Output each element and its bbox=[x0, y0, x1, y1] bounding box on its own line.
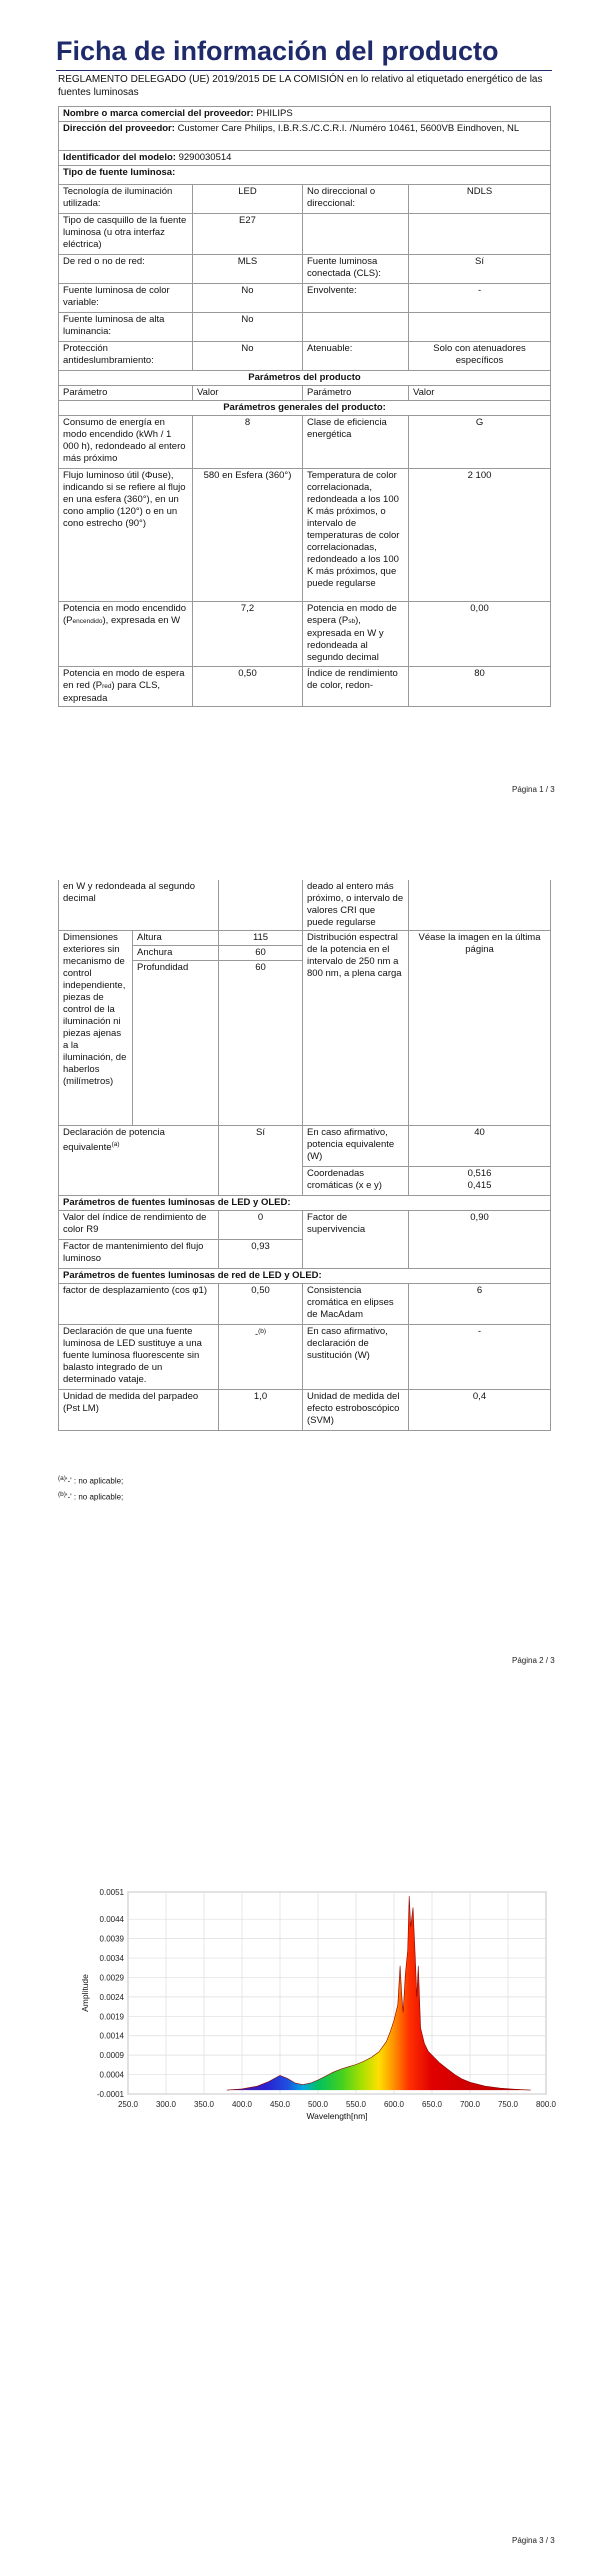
cell-label: Valor del índice de rendimiento de color R9 bbox=[59, 1211, 219, 1240]
supplier-address-label: Dirección del proveedor: bbox=[63, 123, 175, 134]
cell-label: Tecnología de iluminación utilizada: bbox=[59, 185, 193, 214]
cell-label: Clase de eficiencia energética bbox=[303, 416, 409, 469]
dim-name: Profundidad bbox=[133, 961, 219, 1126]
col-value-header: Valor bbox=[193, 386, 303, 401]
model-label: Identificador del modelo: bbox=[63, 152, 176, 163]
cell-label: factor de desplazamiento (cos φ1) bbox=[59, 1284, 219, 1325]
cell-value: NDLS bbox=[409, 185, 551, 214]
spectral-label: Distribución espectral de la potencia en el intervalo de 250 nm a 800 nm, a plena carga bbox=[303, 931, 409, 1126]
cell-label: Factor de supervivencia bbox=[303, 1211, 409, 1269]
cell-label: Temperatura de color correlacionada, redondeada a los 100 K más próximos, o intervalo de temperaturas de color correlacionadas, redondeado a los 100 K más próximos, que puede regularse bbox=[303, 469, 409, 602]
y-tick-label: 0.0034 bbox=[99, 1954, 124, 1964]
supplier-name: PHILIPS bbox=[256, 108, 293, 119]
col-param-header: Parámetro bbox=[59, 386, 193, 401]
led-row bbox=[59, 1211, 551, 1240]
cell-label: Tipo de casquillo de la fuente luminosa (u otra interfaz eléctrica) bbox=[59, 214, 193, 255]
general-row bbox=[59, 602, 551, 667]
x-tick-label: 300.0 bbox=[155, 2100, 177, 2109]
product-params-header bbox=[59, 371, 551, 386]
dims-label: Dimensiones exteriores sin mecanismo de control independiente, piezas de control de la iluminación ni piezas ajenas a la iluminación, de haberlos (milímetros) bbox=[59, 931, 133, 1126]
cell-value: LED bbox=[193, 185, 303, 214]
footnote-ref: (b) bbox=[258, 1328, 267, 1335]
cell-label: Potencia en modo de espera en red (Pred) para CLS, expresada bbox=[63, 668, 185, 704]
mains-row bbox=[59, 1390, 551, 1431]
cell-label: Potencia en modo encendido (Pencendido), expresada en W bbox=[63, 603, 187, 626]
x-tick-label: 550.0 bbox=[345, 2100, 367, 2109]
equiv-label: Declaración de potencia equivalente bbox=[63, 1127, 165, 1154]
x-tick-label: 500.0 bbox=[307, 2100, 329, 2109]
cell-value: 0,4 bbox=[409, 1390, 551, 1431]
y-tick-label: 0.0004 bbox=[99, 2070, 124, 2080]
footnote-a bbox=[58, 1472, 123, 1489]
cell-label: Índice de rendimiento de color, redon- bbox=[303, 667, 409, 707]
cell-label: Fuente luminosa de color variable: bbox=[59, 284, 193, 313]
cell-label: deado al entero más próximo, o intervalo de valores CRI que puede regularse bbox=[303, 880, 409, 931]
mains-header bbox=[59, 1269, 551, 1284]
footnote-b bbox=[58, 1488, 123, 1505]
cell-value: 0,50 bbox=[219, 1284, 303, 1325]
cell-label: En caso afirmativo, declaración de sustitución (W) bbox=[303, 1325, 409, 1390]
x-tick-label: 450.0 bbox=[269, 2100, 291, 2109]
cell-value: Sí bbox=[409, 255, 551, 284]
cell-value: 1,0 bbox=[219, 1390, 303, 1431]
general-row bbox=[59, 469, 551, 602]
page-1 bbox=[0, 0, 603, 880]
cell-label: Consumo de energía en modo encendido (kWh / 1 000 h), redondeado al entero más próximo bbox=[59, 416, 193, 469]
cell-label: Unidad de medida del efecto estroboscópico (SVM) bbox=[303, 1390, 409, 1431]
x-tick-label: 750.0 bbox=[497, 2100, 519, 2109]
y-tick-label: -0.0001 bbox=[96, 2090, 124, 2099]
general-params-label: Parámetros generales del producto: bbox=[59, 401, 551, 416]
footnote-mark: (a) bbox=[58, 1475, 66, 1482]
cell-value: - bbox=[409, 1325, 551, 1390]
x-tick-label: 250.0 bbox=[117, 2100, 139, 2109]
product-info-table-cont bbox=[58, 880, 551, 1431]
general-row bbox=[59, 667, 551, 707]
type-row bbox=[59, 214, 551, 255]
cell-label: Envolvente: bbox=[303, 284, 409, 313]
x-tick-label: 600.0 bbox=[383, 2100, 405, 2109]
x-tick-label: 700.0 bbox=[459, 2100, 481, 2109]
title-rule bbox=[56, 70, 552, 71]
type-row bbox=[59, 185, 551, 214]
column-header-row bbox=[59, 386, 551, 401]
led-oled-label: Parámetros de fuentes luminosas de LED y OLED: bbox=[59, 1196, 551, 1211]
y-axis-label: Amplitude bbox=[80, 1974, 90, 2012]
cell-value bbox=[219, 880, 303, 931]
cell-label: No direccional o direccional: bbox=[303, 185, 409, 214]
cell-label: Flujo luminoso útil (Φuse), indicando si se refiere al flujo en una esfera (360°), en un cono amplio (120°) o en un cono estrecho (90°) bbox=[59, 469, 193, 602]
equiv-row bbox=[59, 1126, 551, 1167]
general-row bbox=[59, 416, 551, 469]
page-2 bbox=[0, 880, 603, 1680]
supplier-address: Customer Care Philips, I.B.R.S./C.C.R.I. /Numéro 10461, 5600VB Eindhoven, NL bbox=[177, 123, 520, 134]
cont-row bbox=[59, 880, 551, 931]
cell-label: Consistencia cromática en elipses de MacAdam bbox=[303, 1284, 409, 1325]
cell-value: No bbox=[193, 284, 303, 313]
footnote-ref: (a) bbox=[111, 1141, 120, 1148]
dims-row bbox=[59, 931, 551, 946]
cell-label: Atenuable: bbox=[303, 342, 409, 371]
regulation-text: REGLAMENTO DELEGADO (UE) 2019/2015 DE LA COMISIÓN en lo relativo al etiquetado energético de las fuentes luminosas bbox=[58, 74, 543, 98]
y-tick-label: 0.0051 bbox=[99, 1888, 124, 1897]
cell-value: 0,00 bbox=[409, 602, 551, 667]
x-tick-label: 800.0 bbox=[535, 2100, 557, 2109]
cell-label: Potencia en modo de espera (Psb), expresada en W y redondeada al segundo decimal bbox=[307, 603, 397, 663]
equiv-power-label: En caso afirmativo, potencia equivalente (W) bbox=[303, 1126, 409, 1167]
y-tick-label: 0.0044 bbox=[99, 1915, 124, 1925]
cell-value: - bbox=[254, 1329, 259, 1341]
cell-value: No bbox=[193, 342, 303, 371]
cell-value: 580 en Esfera (360°) bbox=[193, 469, 303, 602]
cell-value: 7,2 bbox=[193, 602, 303, 667]
footnote-text: '-' : no aplicable; bbox=[65, 1476, 124, 1486]
y-tick-label: 0.0029 bbox=[99, 1973, 124, 1983]
cell-value: 0,50 bbox=[193, 667, 303, 707]
mains-row bbox=[59, 1284, 551, 1325]
cell-value: 80 bbox=[409, 667, 551, 707]
y-tick-label: 0.0009 bbox=[99, 2051, 124, 2061]
chroma-y: 0,415 bbox=[467, 1180, 492, 1191]
y-tick-label: 0.0039 bbox=[99, 1934, 124, 1944]
cell-label bbox=[303, 313, 409, 342]
page-number: Página 2 / 3 bbox=[512, 1656, 555, 1665]
cell-value: E27 bbox=[193, 214, 303, 255]
page-title: Ficha de información del producto bbox=[56, 36, 499, 66]
supplier-name-label: Nombre o marca comercial del proveedor: bbox=[63, 108, 254, 119]
mains-label: Parámetros de fuentes luminosas de red de LED y OLED: bbox=[59, 1269, 551, 1284]
cell-label: Fuente luminosa de alta luminancia: bbox=[59, 313, 193, 342]
cell-value: 0 bbox=[219, 1211, 303, 1240]
type-row bbox=[59, 255, 551, 284]
x-tick-label: 650.0 bbox=[421, 2100, 443, 2109]
x-axis-label: Wavelength[nm] bbox=[306, 2111, 368, 2121]
x-tick-label: 350.0 bbox=[193, 2100, 215, 2109]
model-id: 9290030514 bbox=[178, 152, 232, 163]
cell-value: Solo con atenuadores específicos bbox=[409, 342, 551, 371]
col-param-header: Parámetro bbox=[303, 386, 409, 401]
dim-value: 60 bbox=[219, 946, 303, 961]
product-info-table bbox=[58, 106, 551, 707]
chroma-x: 0,516 bbox=[467, 1168, 492, 1179]
cell-label: Unidad de medida del parpadeo (Pst LM) bbox=[59, 1390, 219, 1431]
equiv-value: Sí bbox=[219, 1126, 303, 1196]
page-number: Página 1 / 3 bbox=[512, 785, 555, 794]
cell-value: 0,90 bbox=[409, 1211, 551, 1269]
cell-value: MLS bbox=[193, 255, 303, 284]
cell-value bbox=[409, 313, 551, 342]
cell-value: G bbox=[409, 416, 551, 469]
product-params-label: Parámetros del producto bbox=[59, 371, 551, 386]
col-value-header: Valor bbox=[409, 386, 551, 401]
mains-row bbox=[59, 1325, 551, 1390]
type-row bbox=[59, 284, 551, 313]
plot-area bbox=[128, 1892, 546, 2094]
supplier-address-row bbox=[59, 122, 551, 151]
chroma-label: Coordenadas cromáticas (x e y) bbox=[303, 1167, 409, 1196]
y-tick-label: 0.0014 bbox=[99, 2031, 124, 2041]
spectral-value: Véase la imagen en la última página bbox=[409, 931, 551, 1126]
cell-value: 6 bbox=[409, 1284, 551, 1325]
cell-label: en W y redondeada al segundo decimal bbox=[59, 880, 219, 931]
type-row bbox=[59, 313, 551, 342]
type-header-row bbox=[59, 166, 551, 185]
cell-label: Protección antideslumbramiento: bbox=[59, 342, 193, 371]
supplier-name-row bbox=[59, 107, 551, 122]
cell-label: Fuente luminosa conectada (CLS): bbox=[303, 255, 409, 284]
dim-name: Anchura bbox=[133, 946, 219, 961]
general-params-header bbox=[59, 401, 551, 416]
cell-label: Declaración de que una fuente luminosa de LED sustituye a una fuente luminosa fluorescente sin balasto integrado de un determinado vataje. bbox=[59, 1325, 219, 1390]
cell-value bbox=[409, 214, 551, 255]
footnote-text: '-' : no aplicable; bbox=[65, 1492, 124, 1502]
cell-value: - bbox=[409, 284, 551, 313]
y-tick-label: 0.0019 bbox=[99, 2012, 124, 2022]
cell-value bbox=[409, 880, 551, 931]
cell-label: De red o no de red: bbox=[59, 255, 193, 284]
y-tick-label: 0.0024 bbox=[99, 1992, 124, 2002]
type-row bbox=[59, 342, 551, 371]
dim-value: 60 bbox=[219, 961, 303, 1126]
led-oled-header bbox=[59, 1196, 551, 1211]
cell-value: 8 bbox=[193, 416, 303, 469]
footnote-mark: (b) bbox=[58, 1491, 66, 1498]
x-tick-label: 400.0 bbox=[231, 2100, 253, 2109]
page-number: Página 3 / 3 bbox=[512, 2536, 555, 2545]
type-label: Tipo de fuente luminosa: bbox=[59, 166, 551, 185]
spectral-chart bbox=[0, 1760, 603, 2140]
equiv-power-value: 40 bbox=[409, 1126, 551, 1167]
dim-name: Altura bbox=[133, 931, 219, 946]
dim-value: 115 bbox=[219, 931, 303, 946]
cell-label bbox=[303, 214, 409, 255]
page-3 bbox=[0, 1680, 603, 2560]
cell-label: Factor de mantenimiento del flujo luminoso bbox=[59, 1240, 219, 1269]
cell-value: 0,93 bbox=[219, 1240, 303, 1269]
cell-value: 2 100 bbox=[409, 469, 551, 602]
model-row bbox=[59, 151, 551, 166]
cell-value: No bbox=[193, 313, 303, 342]
